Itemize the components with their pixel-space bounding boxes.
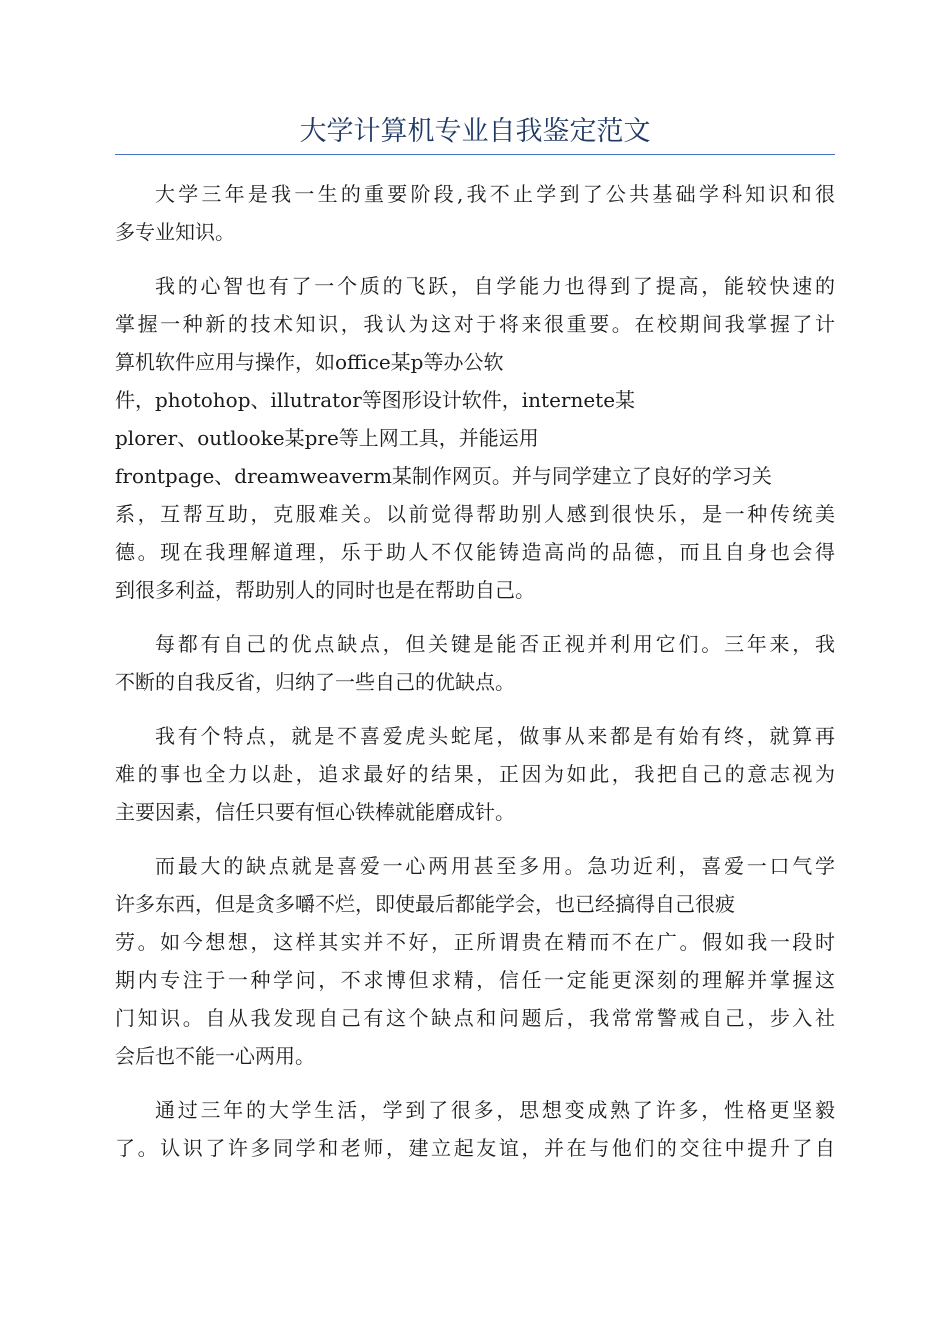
paragraph-line: 了。认识了许多同学和老师，建立起友谊，并在与他们的交往中提升了自 — [115, 1136, 835, 1160]
paragraph-line: 我的心智也有了一个质的飞跃，自学能力也得到了提高，能较快速的 — [155, 274, 835, 298]
paragraph-line: 会后也不能一心两用。 — [115, 1044, 315, 1068]
paragraph-line: 不断的自我反省，归纳了一些自己的优缺点。 — [115, 670, 515, 694]
paragraph — [115, 175, 835, 251]
paragraph-line: 到很多利益，帮助别人的同时也是在帮助自己。 — [115, 578, 535, 602]
paragraph-line: 主要因素，信任只要有恒心铁棒就能磨成针。 — [115, 800, 515, 824]
paragraph-line: 系，互帮互助，克服难关。以前觉得帮助别人感到很快乐，是一种传统美 — [115, 502, 835, 526]
document-title: 大学计算机专业自我鉴定范文 — [299, 116, 651, 147]
paragraph-line: 大学三年是我一生的重要阶段,我不止学到了公共基础学科知识和很 — [155, 182, 835, 206]
paragraph — [115, 1091, 835, 1167]
paragraph-line: plorer、outlooke某pre等上网工具，并能运用 — [115, 426, 539, 450]
paragraph-line: 许多东西，但是贪多嚼不烂，即使最后都能学会，也已经搞得自己很疲 — [115, 892, 735, 916]
paragraph-line: 劳。如今想想，这样其实并不好，正所谓贵在精而不在广。假如我一段时 — [115, 930, 835, 954]
paragraph-line: 德。现在我理解道理，乐于助人不仅能铸造高尚的品德，而且自身也会得 — [115, 540, 835, 564]
paragraph-line: 掌握一种新的技术知识，我认为这对于将来很重要。在校期间我掌握了计 — [115, 312, 835, 336]
paragraph-line: 每都有自己的优点缺点，但关键是能否正视并利用它们。三年来，我 — [155, 632, 835, 656]
paragraph-line: 门知识。自从我发现自己有这个缺点和问题后，我常常警戒自己，步入社 — [115, 1006, 835, 1030]
paragraph — [115, 267, 835, 609]
paragraph — [115, 717, 835, 831]
paragraph — [115, 625, 835, 701]
title-underline — [115, 154, 835, 155]
paragraph-line: frontpage、dreamweaverm某制作网页。并与同学建立了良好的学习关 — [115, 464, 772, 488]
paragraph-line: 难的事也全力以赴，追求最好的结果，正因为如此，我把自己的意志视为 — [115, 762, 835, 786]
document-body — [115, 175, 835, 1183]
paragraph — [115, 847, 835, 1075]
paragraph-line: 多专业知识。 — [115, 220, 235, 244]
paragraph-line: 件，photohop、illutrator等图形设计软件，internete某 — [115, 388, 636, 412]
paragraph-line: 我有个特点，就是不喜爱虎头蛇尾，做事从来都是有始有终，就算再 — [155, 724, 835, 748]
paragraph-line: 算机软件应用与操作，如office某p等办公软 — [115, 350, 504, 374]
paragraph-line: 通过三年的大学生活，学到了很多，思想变成熟了许多，性格更坚毅 — [155, 1098, 835, 1122]
paragraph-line: 而最大的缺点就是喜爱一心两用甚至多用。急功近利，喜爱一口气学 — [155, 854, 835, 878]
paragraph-line: 期内专注于一种学问，不求博但求精，信任一定能更深刻的理解并掌握这 — [115, 968, 835, 992]
